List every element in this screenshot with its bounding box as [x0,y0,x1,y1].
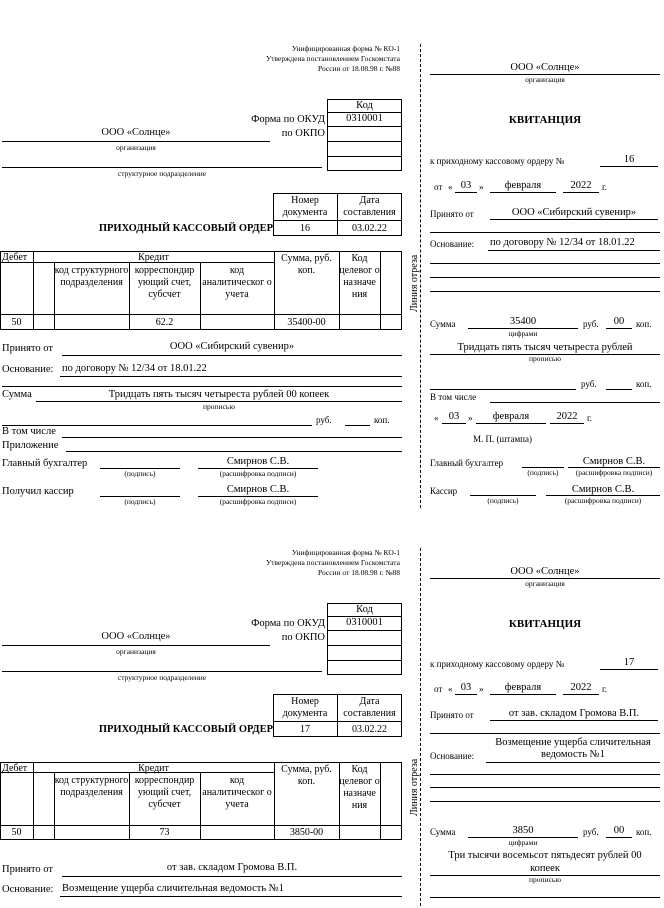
receipt-org-caption: организация [525,579,565,588]
doc-title: ПРИХОДНЫЙ КАССОВЫЙ ОРДЕР [98,223,273,234]
basis-label: Основание: [2,364,54,375]
receipt-year-2: 2022 [556,411,578,422]
receipt-rub-2: руб. [581,379,597,389]
basis-value: по договору № 12/34 от 18.01.22 [62,363,207,374]
digits-caption: цифрами [508,329,538,338]
date-header: Дата составления [343,696,396,719]
receipt-sum-digits: 3850 [512,825,534,836]
receipt-sum-words-line1: Три тысячи восемьсот пятьдесят рублей 00 [448,850,642,861]
receipt-order-number: 17 [623,657,635,668]
form-line-1: Унифицированная форма № КО-1 [291,44,400,53]
okpo-label: по ОКПО [281,632,325,643]
debit-value: 50 [11,827,22,838]
okud-label: Форма по ОКУД [251,114,325,125]
cashier-name: Смирнов С.В. [226,484,290,495]
receipt-kop: коп. [636,319,652,329]
receipt-cashier-name: Смирнов С.В. [571,484,635,495]
okud-code: 0310001 [346,617,383,628]
organization-caption: организация [116,143,156,152]
form-line-1: Унифицированная форма № КО-1 [291,548,400,557]
order-number: 17 [300,724,310,735]
receipt-in-words: прописью [529,354,561,363]
received-cashier-label: Получил кассир [2,486,74,497]
signature-caption: (подпись) [124,469,156,478]
cut-line-label: Линия отреза [409,758,420,816]
form-line-2: Утверждена постановлением Госкомстата [265,54,400,63]
receipt-month: февраля [504,180,542,191]
receipt-kop: коп. [636,827,652,837]
okpo-label: по ОКПО [281,128,325,139]
receipt-sum-label: Сумма [430,319,456,329]
quote-open: « [434,413,439,423]
receipt-kop-2: коп. [636,379,652,389]
quote-close: » [479,182,484,192]
basis-value: Возмещение ущерба сличительная ведомость №1 [62,883,285,894]
col-analytic: код аналитическог о учета [202,265,272,300]
receipt-in-words: прописью [529,875,561,884]
col-account: корреспондир ующий счет, субсчет [134,775,195,810]
doc-title: ПРИХОДНЫЙ КАССОВЫЙ ОРДЕР [98,724,273,735]
credit-header: Кредит [138,763,169,774]
rub-label: руб. [316,415,332,425]
sum-words: Тридцать пять тысяч четыреста рублей 00 копеек [108,389,330,400]
credit-account-value: 62.2 [155,317,174,328]
struct-caption: структурное подразделение [117,169,207,178]
code-header: Код [356,604,373,615]
from-label: от [434,182,443,192]
to-order-label: к приходному кассовому ордеру № [430,156,565,166]
receipt-month: февраля [504,682,542,693]
receipt-received-label: Принято от [430,209,474,219]
chief-accountant-name: Смирнов С.В. [226,456,290,467]
received-from-value: ООО «Сибирский сувенир» [169,341,295,352]
receipt-basis-value: по договору № 12/34 от 18.01.22 [490,237,635,248]
col-analytic: код аналитическог о учета [202,775,272,810]
form-line-3: России от 18.08.98 г. №88 [317,64,400,73]
sum-value: 3850-00 [289,827,324,838]
receipt-basis-line1: Возмещение ущерба сличительная [495,737,651,748]
year-suffix: г. [602,684,607,694]
receipt-day-2: 03 [448,411,460,422]
decoding-caption: (расшифровка подписи) [564,496,642,505]
receipt-rub: руб. [583,319,599,329]
code-header: Код [356,100,373,111]
receipt-basis-label: Основание: [430,751,475,761]
order-date: 03.02.22 [352,724,387,735]
attachment-label: Приложение [2,440,59,451]
receipt-day: 03 [460,180,472,191]
quote-open: « [448,182,453,192]
receipt-year: 2022 [570,682,592,693]
organization-name: ООО «Солнце» [101,127,171,138]
year-suffix: г. [602,182,607,192]
credit-header: Кредит [138,252,169,263]
receipt-organization: ООО «Солнце» [510,62,580,73]
year-suffix-2: г. [587,413,592,423]
quote-close: » [468,413,473,423]
receipt-received-value: от зав. складом Громова В.П. [508,708,640,719]
to-order-label: к приходному кассовому ордеру № [430,659,565,669]
receipt-kop-value: 00 [613,825,625,836]
receipt-month-2: февраля [492,411,530,422]
order-number: 16 [300,223,310,234]
form-line-3: России от 18.08.98 г. №88 [317,568,400,577]
number-header: Номер документа [282,195,328,218]
quote-close: » [479,684,484,694]
number-header: Номер документа [282,696,328,719]
credit-account-value: 73 [159,827,170,838]
receipt-kop-value: 00 [613,316,625,327]
debit-value: 50 [11,317,22,328]
receipt-year: 2022 [570,180,592,191]
organization-name: ООО «Солнце» [101,631,171,642]
receipt-basis-label: Основание: [430,239,475,249]
okud-code: 0310001 [346,113,383,124]
receipt-day: 03 [460,682,472,693]
col-account: корреспондир ующий счет, субсчет [134,265,195,300]
okud-label: Форма по ОКУД [251,618,325,629]
struct-caption: структурное подразделение [117,673,207,682]
from-label: от [434,684,443,694]
receipt-received-label: Принято от [430,710,474,720]
debit-header: Дебет [2,763,28,774]
receipt-sum-words: Тридцать пять тысяч четыреста рублей [457,342,633,353]
signature-caption: (подпись) [527,468,559,477]
decoding-caption: (расшифровка подписи) [575,468,653,477]
receipt-sum-digits: 35400 [509,316,537,327]
decoding-caption: (расшифровка подписи) [219,469,297,478]
cut-line-label: Линия отреза [409,254,420,312]
receipt-org-caption: организация [525,75,565,84]
receipt-sum-words-line2: копеек [530,863,560,874]
col-struct: код структурного подразделения [54,265,129,288]
order-date: 03.02.22 [352,223,387,234]
kop-label: коп. [374,415,390,425]
receipt-chief-label: Главный бухгалтер [430,458,504,468]
decoding-caption: (расшифровка подписи) [219,497,297,506]
sum-value: 35400-00 [287,317,326,328]
cut-line [420,44,421,508]
receipt-including-label: В том числе [430,392,477,402]
receipt-organization: ООО «Солнце» [510,566,580,577]
cut-line [420,548,421,906]
received-from-label: Принято от [2,343,53,354]
receipt-received-value: ООО «Сибирский сувенир» [511,207,637,218]
sum-label: Сумма [2,389,32,400]
chief-accountant-label: Главный бухгалтер [2,458,88,469]
col-struct: код структурного подразделения [54,775,129,798]
organization-caption: организация [116,647,156,656]
in-words-caption: прописью [203,402,235,411]
including-label: В том числе [2,426,56,437]
basis-label: Основание: [2,884,54,895]
col-sum: Сумма, руб. коп. [281,764,332,787]
receipt-chief-name: Смирнов С.В. [582,456,646,467]
receipt-basis-line2: ведомость №1 [541,749,605,760]
col-code-target: Код целевог о назначе ния [339,253,380,300]
receipt-rub: руб. [583,827,599,837]
col-code-target: Код целевог о назначе ния [339,764,380,811]
receipt-sum-label: Сумма [430,827,456,837]
receipt-title: КВИТАНЦИЯ [508,114,582,126]
signature-caption: (подпись) [487,496,519,505]
signature-caption: (подпись) [124,497,156,506]
digits-caption: цифрами [508,838,538,847]
debit-header: Дебет [2,252,28,263]
quote-open: « [448,684,453,694]
receipt-cashier-label: Кассир [430,486,458,496]
form-line-2: Утверждена постановлением Госкомстата [265,558,400,567]
col-sum: Сумма, руб. коп. [281,253,332,276]
received-from-value: от зав. складом Громова В.П. [166,862,298,873]
receipt-order-number: 16 [623,154,635,165]
date-header: Дата составления [343,195,396,218]
received-from-label: Принято от [2,864,53,875]
stamp-label: М. П. (штампа) [473,434,532,444]
receipt-title: КВИТАНЦИЯ [508,618,582,630]
